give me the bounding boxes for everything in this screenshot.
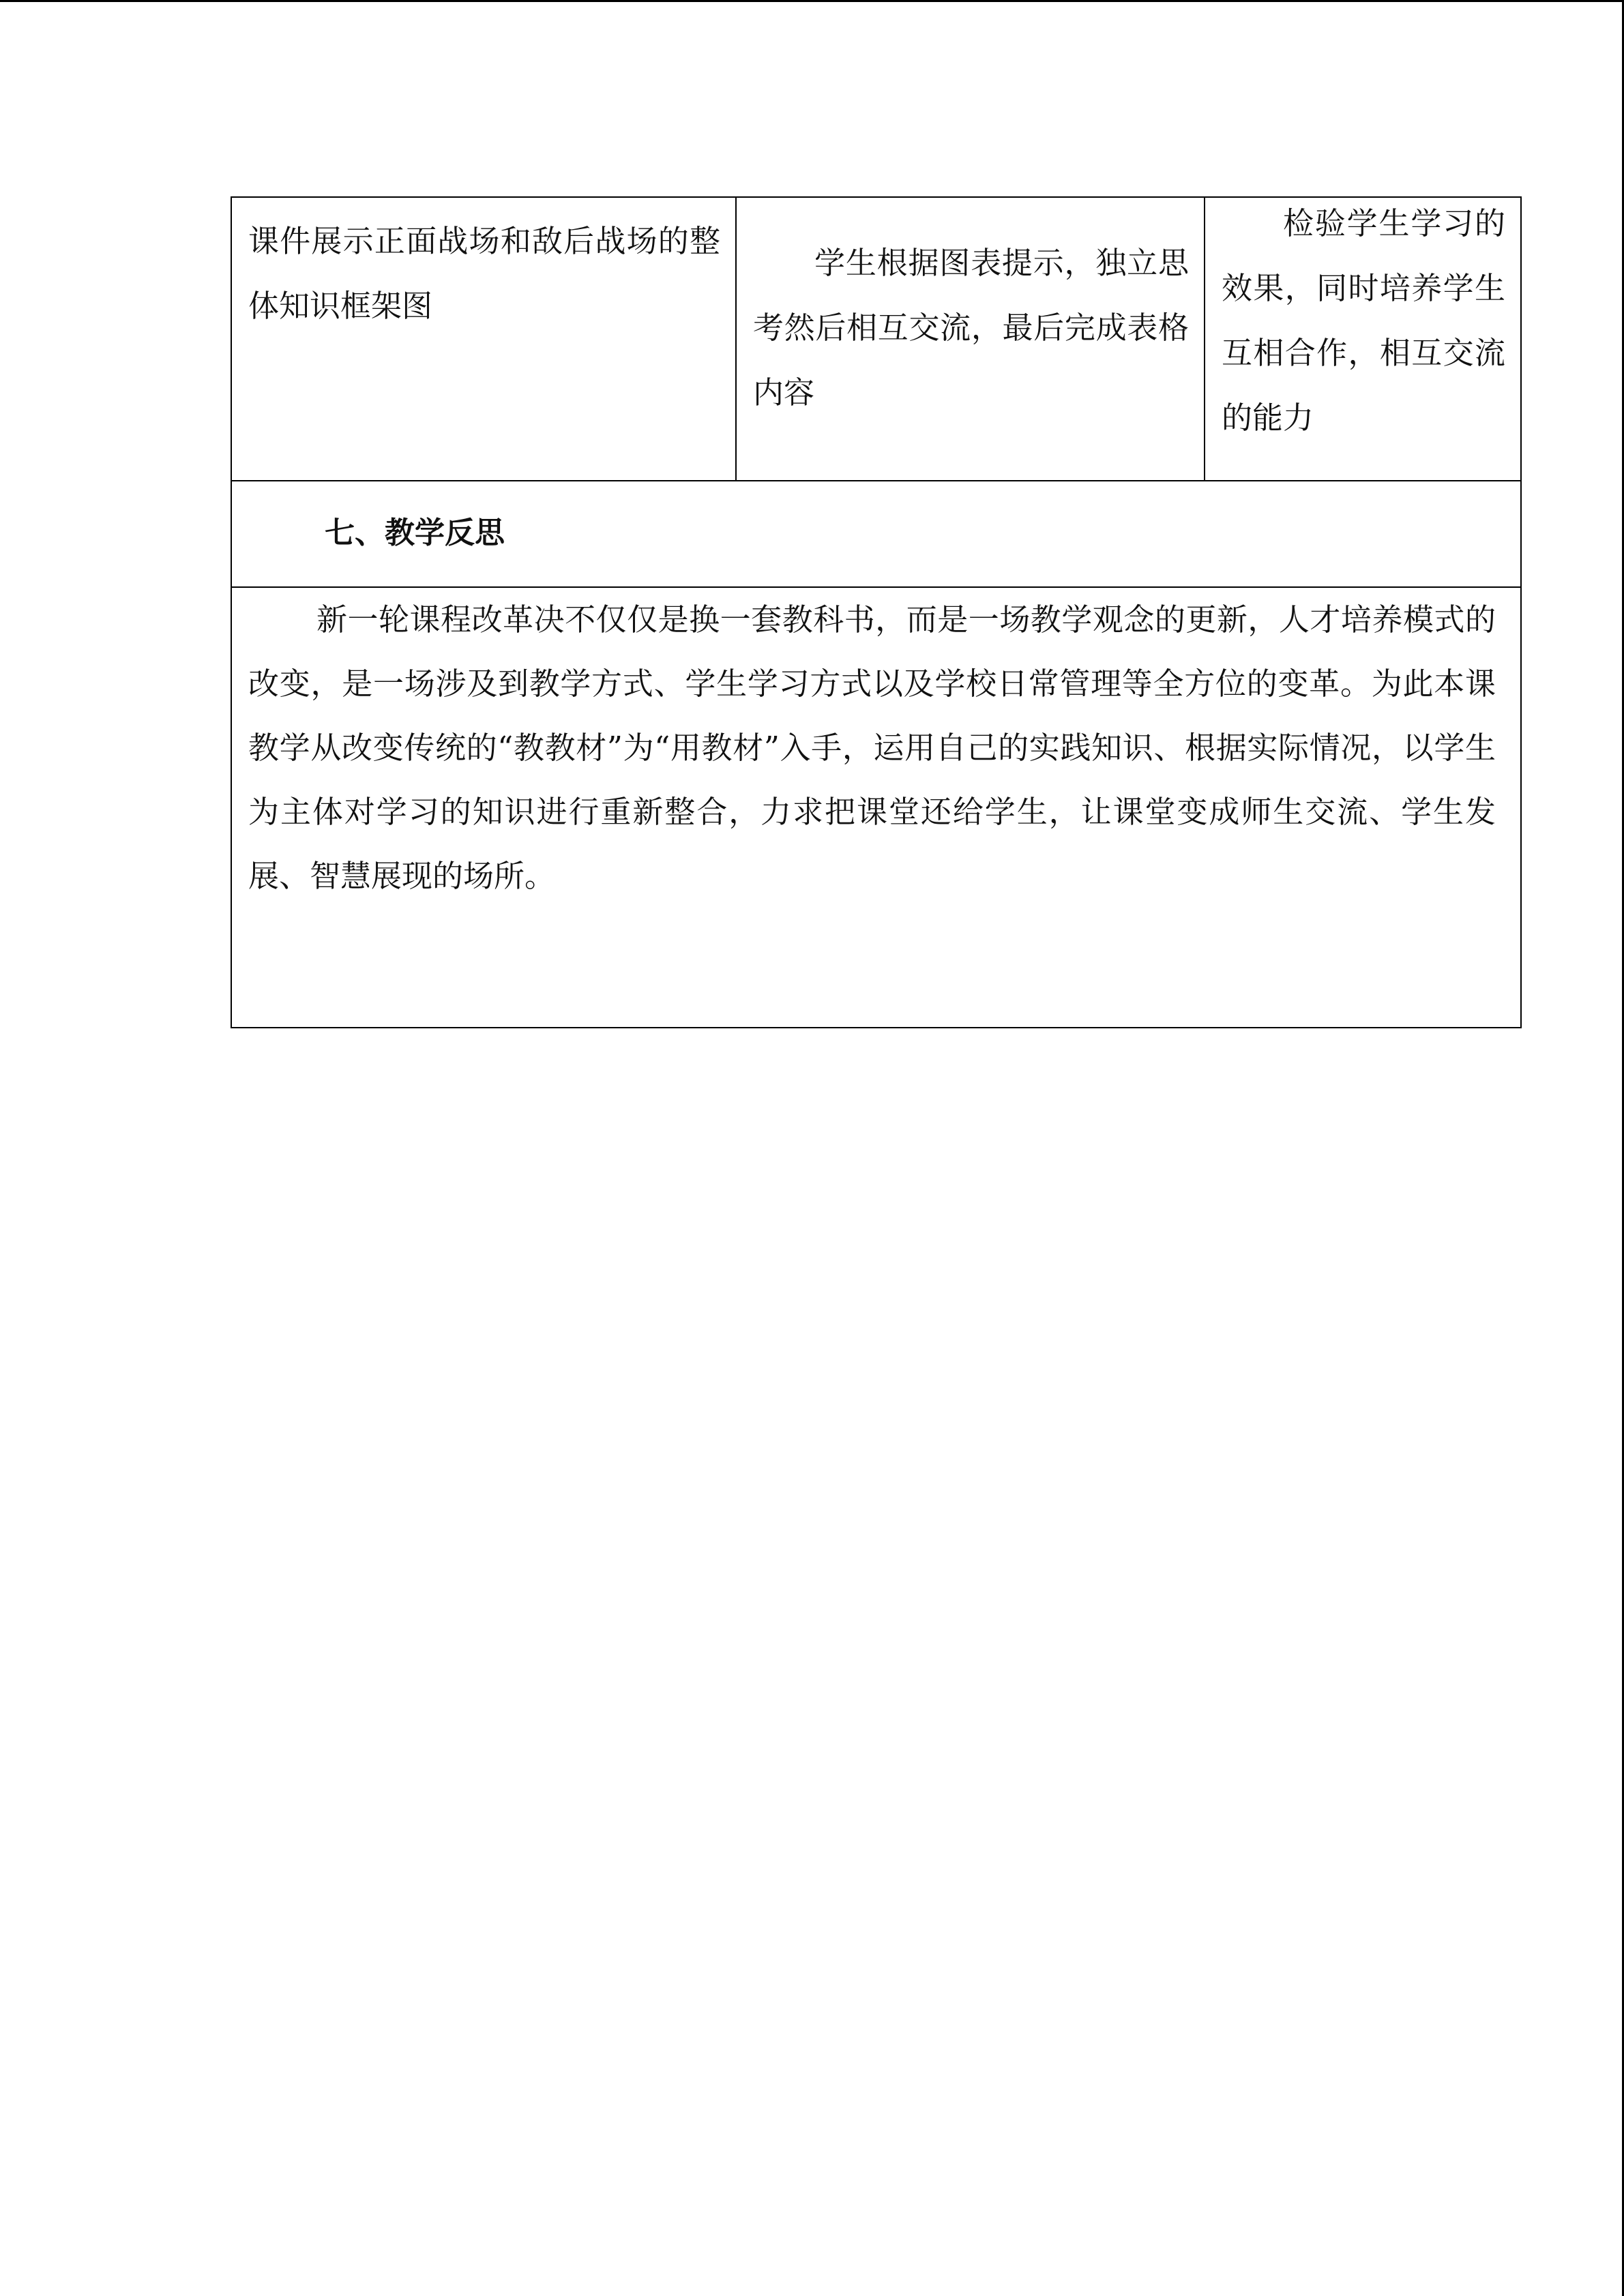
section-heading-cell (231, 481, 1521, 587)
teacher-activity-text: 课件展示正面战场和敌后战场的整体知识框架图 (248, 223, 720, 324)
reflection-cell (231, 587, 1521, 1028)
activity-row (231, 197, 1521, 481)
lesson-plan-table (231, 196, 1522, 1028)
student-activity-text: 学生根据图表提示，独立思考然后相互交流，最后完成表格内容 (753, 245, 1189, 411)
reflection-row (231, 587, 1521, 1028)
section-heading: 七、教学反思 (325, 516, 505, 550)
reflection-paragraph: 新一轮课程改革决不仅仅是换一套教科书，而是一场教学观念的更新，人才培养模式的改变，是一场涉及到教学方式、学生学习方式以及学校日常管理等全方位的变革。为此本课教学从改变传统的“教教材”为“用教材”入手，运用自己的实践知识、根据实际情况，以学生为主体对学习的知识进行重新整合，力求把课堂还给学生，让课堂变成师生交流、学生发展、智慧展现的场所。 (248, 601, 1496, 894)
teacher-activity-cell (231, 197, 736, 481)
page-top-border (0, 0, 1624, 2)
design-purpose-cell (1205, 197, 1521, 481)
design-purpose-text: 检验学生学习的效果，同时培养学生互相合作，相互交流的能力 (1222, 205, 1505, 436)
section-heading-row (231, 481, 1521, 587)
student-activity-cell (736, 197, 1205, 481)
